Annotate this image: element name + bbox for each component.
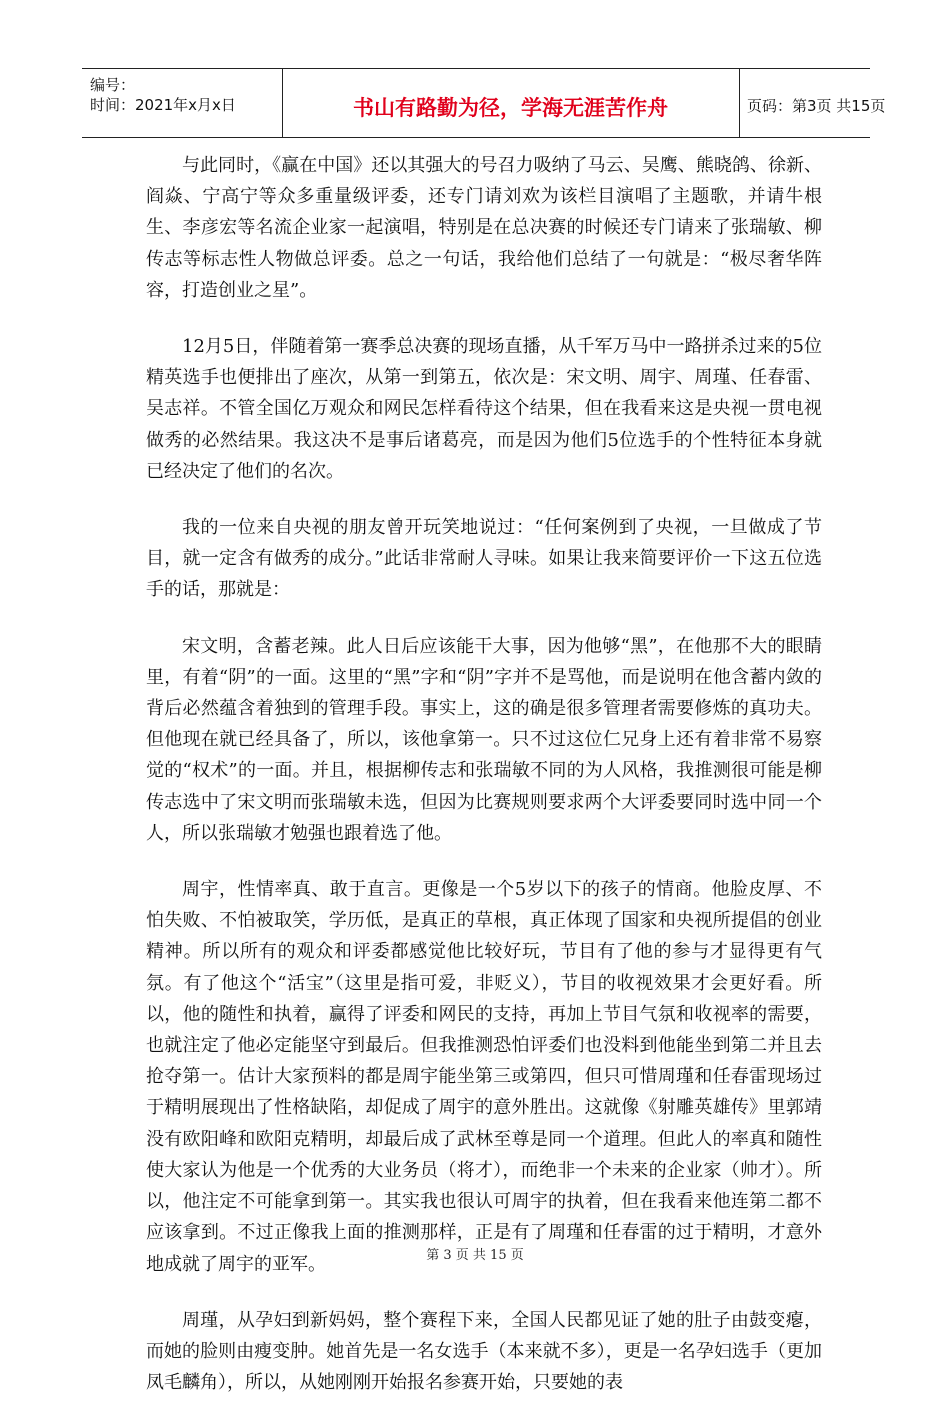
page-footer: 第 3 页 共 15 页 <box>426 1248 524 1263</box>
paragraph: 周瑾，从孕妇到新妈妈，整个赛程下来，全国人民都见证了她的肚子由鼓变瘪，而她的脸则由瘦变肿。她首先是一名女选手（本来就不多），更是一名孕妇选手（更加凤毛麟角），所以，从她刚刚开始报名参赛开始，只要她的表 <box>146 1309 822 1394</box>
page-header <box>82 68 886 138</box>
time-label: 时间：2021年x月x日 <box>90 96 236 114</box>
paragraph: 我的一位来自央视的朋友曾开玩笑地说过：“任何案例到了央视，一旦做成了节目，就一定含有做秀的成分。”此话非常耐人寻味。如果让我来简要评价一下这五位选手的话，那就是： <box>146 517 822 601</box>
header-meta-cell <box>82 69 283 137</box>
header-motto-cell <box>282 69 740 137</box>
paragraph: 12月5日，伴随着第一赛季总决赛的现场直播，从千军万马中一路拼杀过来的5位精英选手也便排出了座次，从第一到第五，依次是：宋文明、周宇、周瑾、任春雷、吴志祥。不管全国亿万观众和网民怎样看待这个结果，但在我看来这是央视一贯电视做秀的必然结果。我这决不是事后诸葛亮，而是因为他们5位选手的个性特征本身就已经决定了他们的名次。 <box>146 336 822 482</box>
paragraph: 周宇，性情率真、敢于直言。更像是一个5岁以下的孩子的情商。他脸皮厚、不怕失败、不怕被取笑，学历低，是真正的草根，真正体现了国家和央视所提倡的创业精神。所以所有的观众和评委都感觉他比较好玩，节目有了他的参与才显得更有气氛。有了他这个“活宝”（这里是指可爱，非贬义），节目的收视效果才会更好看。所以，他的随性和执着，赢得了评委和网民的支持，再加上节目气氛和收视率的需要，也就注定了他必定能坚守到最后。但我推测恐怕评委们也没料到他能坐到第二并且去抢夺第一。估计大家预料的都是周宇能坐第三或第四，但只可惜周瑾和任春雷现场过于精明展现出了性格缺陷，却促成了周宇的意外胜出。这就像《射雕英雄传》里郭靖没有欧阳峰和欧阳克精明，却最后成了武林至尊是同一个道理。但此人的率真和随性使大家认为他是一个优秀的大业务员（将才），而绝非一个未来的企业家（帅才）。所以，他注定不可能拿到第一。其实我也很认可周宇的执着，但在我看来他连第二都不应该拿到。不过正像我上面的推测那样，正是有了周瑾和任春雷的过于精明，才意外地成就了周宇的亚军。 <box>146 879 822 1275</box>
paragraph: 宋文明，含蓄老辣。此人日后应该能干大事，因为他够“黑”，在他那不大的眼睛里，有着“阴”的一面。这里的“黑”字和“阴”字并不是骂他，而是说明在他含蓄内敛的背后必然蕴含着独到的管理手段。事实上，这的确是很多管理者需要修炼的真功夫。但他现在就已经具备了，所以，该他拿第一。只不过这位仁兄身上还有着非常不易察觉的“权术”的一面。并且，根据柳传志和张瑞敏不同的为人风格，我推测很可能是柳传志选中了宋文明而张瑞敏未选，但因为比赛规则要求两个大评委要同时选中同一个人，所以张瑞敏才勉强也跟着选了他。 <box>146 635 822 844</box>
document-body <box>146 150 822 1423</box>
number-label: 编号： <box>90 76 136 94</box>
header-page-cell <box>739 69 886 137</box>
paragraph: 与此同时，《赢在中国》还以其强大的号召力吸纳了马云、吴鹰、熊晓鸽、徐新、阎焱、宁高宁等众多重量级评委，还专门请刘欢为该栏目演唱了主题歌，并请牛根生、李彦宏等名流企业家一起演唱，特别是在总决赛的时候还专门请来了张瑞敏、柳传志等标志性人物做总评委。总之一句话，我给他们总结了一句就是：“极尽奢华阵容，打造创业之星”。 <box>146 155 822 301</box>
page-info: 页码：第3页 共15页 <box>747 97 886 115</box>
motto: 书山有路勤为径，学海无涯苦作舟 <box>353 96 668 120</box>
